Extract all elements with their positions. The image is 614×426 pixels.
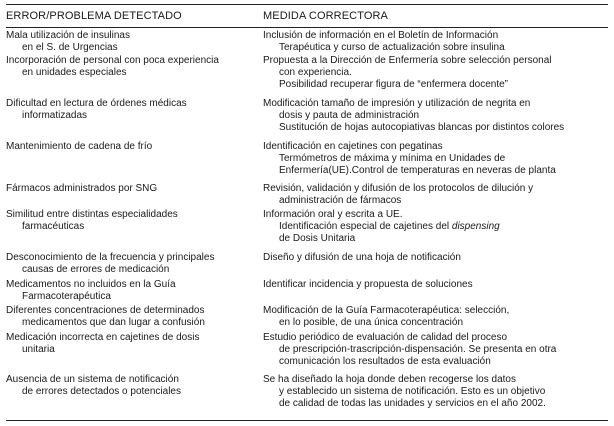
table-row-measure: Revisión, validación y difusión de los protocolos de dilución y administración de fármacos bbox=[263, 183, 534, 207]
table-row-measure: Modificación tamaño de impresión y utilización de negrita en dosis y pauta de administración Sustitución de hojas autocopiativas blancas por distintos colores bbox=[263, 98, 565, 134]
bottom-rule bbox=[6, 420, 608, 421]
table-row-measure: Estudio periódico de evaluación de calidad del proceso de prescripción-trascripción-dispensación. Se presenta en otra comunicación los resultados de esta evaluación bbox=[263, 332, 557, 368]
table-row-problem: Desconocimiento de la frecuencia y principales causas de errores de medicación bbox=[6, 252, 215, 276]
table-row-measure: Modificación de la Guía Farmacoterapéutica: selección, en lo posible, de una única concentración bbox=[263, 305, 510, 329]
table-row-problem: Dificultad en lectura de órdenes médicas informatizadas bbox=[6, 98, 187, 122]
table-row-problem: Mala utilización de insulinas en el S. de Urgencias bbox=[6, 30, 130, 54]
table-row-problem: Medicación incorrecta en cajetines de dosis unitaria bbox=[6, 332, 200, 356]
table-row-measure: Identificar incidencia y propuesta de soluciones bbox=[263, 279, 473, 290]
table-row-problem: Ausencia de un sistema de notificación de errores detectados o potenciales bbox=[6, 374, 181, 398]
table-row-measure: Diseño y difusión de una hoja de notificación bbox=[263, 252, 461, 263]
table-row-problem: Similitud entre distintas especialidades farmacéuticas bbox=[6, 209, 178, 233]
table-row-measure: Información oral y escrita a UE. Identificación especial de cajetines del dispensing de Dosis Unitaria bbox=[263, 209, 500, 245]
table-row-measure: Inclusión de información en el Boletín de Información Terapéutica y curso de actualización sobre insulina bbox=[263, 30, 505, 54]
table-row-problem: Incorporación de personal con poca experiencia en unidades especiales bbox=[6, 55, 219, 79]
header-rule bbox=[6, 27, 608, 28]
table-row-measure: Identificación en cajetines con pegatinas Termómetros de máxima y mínima en Unidades de Enfermería(UE).Control de temperaturas en neveras de planta bbox=[263, 141, 556, 177]
table-row-problem: Mantenimiento de cadena de frío bbox=[6, 141, 153, 152]
table-row-problem: Medicamentos no incluidos en la Guía Farmacoterapéutica bbox=[6, 279, 176, 303]
top-rule bbox=[6, 4, 608, 5]
table-row-measure: Propuesta a la Dirección de Enfermería sobre selección personal con experiencia. Posibilidad recuperar figura de “enfermera docente” bbox=[263, 55, 552, 91]
header-measure: MEDIDA CORRECTORA bbox=[263, 10, 388, 22]
table-row-problem: Diferentes concentraciones de determinados medicamentos que dan lugar a confusión bbox=[6, 305, 205, 329]
table-row-measure: Se ha diseñado la hoja donde deben recogerse los datos y establecido un sistema de notificación. Esto es un objetivo de calidad de todas las unidades y servicios en el año 2002. bbox=[263, 374, 546, 410]
header-problem: ERROR/PROBLEMA DETECTADO bbox=[6, 10, 182, 22]
table-row-problem: Fármacos administrados por SNG bbox=[6, 183, 158, 194]
